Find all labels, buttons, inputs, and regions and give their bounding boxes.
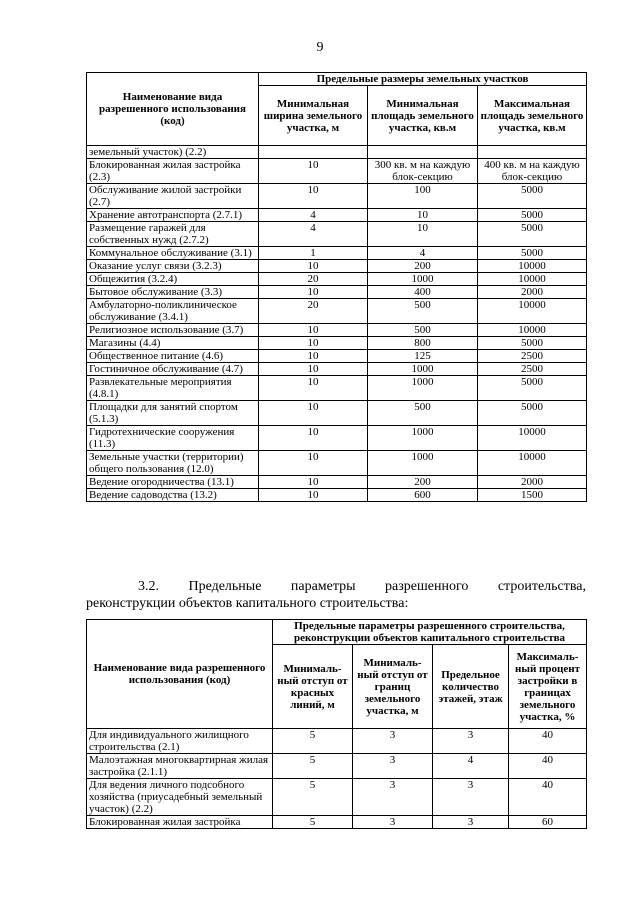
usage-name-cell: Малоэтажная многоквартирная жилая застройка (2.1.1) <box>87 754 273 779</box>
usage-name-cell: Хранение автотранспорта (2.7.1) <box>87 209 259 222</box>
usage-name-cell: Для ведения личного подсобного хозяйства (приусадебный земельный участок) (2.2) <box>87 779 273 816</box>
value-cell: 10 <box>259 260 368 273</box>
value-cell: 200 <box>368 260 478 273</box>
value-cell: 10 <box>368 222 478 247</box>
value-cell: 10 <box>259 350 368 363</box>
table-row <box>87 779 587 816</box>
table-row <box>87 286 587 299</box>
table-row <box>87 159 587 184</box>
value-cell: 4 <box>368 247 478 260</box>
value-cell: 60 <box>509 816 587 829</box>
usage-name-cell: Оказание услуг связи (3.2.3) <box>87 260 259 273</box>
value-cell: 10 <box>259 489 368 502</box>
value-cell: 4 <box>259 209 368 222</box>
table-row <box>87 260 587 273</box>
value-cell: 10000 <box>478 324 587 337</box>
value-cell: 3 <box>353 754 433 779</box>
usage-name-cell: Площадки для занятий спортом (5.1.3) <box>87 401 259 426</box>
header-min-setback-boundaries: Минималь-ный отступ от границ земельного участка, м <box>353 645 433 729</box>
value-cell: 5 <box>273 729 353 754</box>
table-row <box>87 376 587 401</box>
value-cell: 5000 <box>478 247 587 260</box>
usage-name-cell: Общежития (3.2.4) <box>87 273 259 286</box>
value-cell: 3 <box>353 779 433 816</box>
usage-name-cell: Ведение садоводства (13.2) <box>87 489 259 502</box>
usage-name-cell: Амбулаторно-поликлиническое обслуживание (3.4.1) <box>87 299 259 324</box>
header-max-floors: Предельное количество этажей, этаж <box>433 645 509 729</box>
table-row <box>87 222 587 247</box>
header-max-coverage: Максималь-ный процент застройки в границах земельного участка, % <box>509 645 587 729</box>
value-cell: 5000 <box>478 184 587 209</box>
header-construction-params: Предельные параметры разрешенного строительства, реконструкции объектов капитального строительства <box>273 620 587 645</box>
value-cell: 5000 <box>478 209 587 222</box>
table-row <box>87 247 587 260</box>
usage-name-cell: Бытовое обслуживание (3.3) <box>87 286 259 299</box>
paragraph-word: параметры <box>290 579 356 594</box>
usage-name-cell: Размещение гаражей для собственных нужд (2.7.2) <box>87 222 259 247</box>
usage-name-cell: Магазины (4.4) <box>87 337 259 350</box>
usage-name-cell: Блокированная жилая застройка <box>87 816 273 829</box>
value-cell: 800 <box>368 337 478 350</box>
value-cell: 10 <box>368 209 478 222</box>
value-cell: 3 <box>353 729 433 754</box>
header-plot-sizes: Предельные размеры земельных участков <box>259 73 587 86</box>
value-cell: 1000 <box>368 451 478 476</box>
value-cell: 10000 <box>478 299 587 324</box>
table-row <box>87 337 587 350</box>
value-cell: 10 <box>259 476 368 489</box>
value-cell <box>478 146 587 159</box>
table-row <box>87 324 587 337</box>
header-min-width: Минимальная ширина земельного участка, м <box>259 86 368 146</box>
value-cell: 10 <box>259 401 368 426</box>
table-row <box>87 299 587 324</box>
value-cell: 10 <box>259 324 368 337</box>
table-row <box>87 184 587 209</box>
value-cell: 40 <box>509 754 587 779</box>
paragraph-word: Предельные <box>188 579 262 594</box>
value-cell: 10000 <box>478 451 587 476</box>
header-usage-name: Наименование вида разрешенного использования (код) <box>87 620 273 729</box>
value-cell: 10000 <box>478 426 587 451</box>
table-row <box>87 451 587 476</box>
value-cell: 5 <box>273 779 353 816</box>
value-cell: 5000 <box>478 337 587 350</box>
usage-name-cell: Земельные участки (территории) общего пользования (12.0) <box>87 451 259 476</box>
value-cell: 1000 <box>368 376 478 401</box>
construction-params-table <box>86 619 587 829</box>
header-max-area: Максимальная площадь земельного участка, кв.м <box>478 86 587 146</box>
value-cell: 20 <box>259 273 368 286</box>
table-row <box>87 363 587 376</box>
table-row <box>87 729 587 754</box>
page-number: 9 <box>316 40 324 55</box>
value-cell: 500 <box>368 299 478 324</box>
usage-name-cell: Блокированная жилая застройка (2.3) <box>87 159 259 184</box>
usage-name-cell: Гостиничное обслуживание (4.7) <box>87 363 259 376</box>
value-cell: 500 <box>368 324 478 337</box>
usage-name-cell: Обслуживание жилой застройки (2.7) <box>87 184 259 209</box>
table-row <box>87 816 587 829</box>
value-cell: 125 <box>368 350 478 363</box>
value-cell: 4 <box>433 754 509 779</box>
table-row <box>87 209 587 222</box>
table-row <box>87 426 587 451</box>
value-cell: 5000 <box>478 376 587 401</box>
paragraph-word: строительства, <box>497 579 586 594</box>
value-cell: 200 <box>368 476 478 489</box>
value-cell: 10 <box>259 286 368 299</box>
usage-name-cell: Ведение огородничества (13.1) <box>87 476 259 489</box>
value-cell: 10 <box>259 451 368 476</box>
table-row <box>87 401 587 426</box>
value-cell: 400 кв. м на каждую блок-секцию <box>478 159 587 184</box>
value-cell: 400 <box>368 286 478 299</box>
value-cell: 20 <box>259 299 368 324</box>
table-row <box>87 489 587 502</box>
table-row <box>87 146 587 159</box>
table-row <box>87 350 587 363</box>
header-min-setback-red-lines: Минималь-ный отступ от красных линий, м <box>273 645 353 729</box>
value-cell: 2500 <box>478 363 587 376</box>
usage-name-cell: Развлекательные мероприятия (4.8.1) <box>87 376 259 401</box>
value-cell: 40 <box>509 729 587 754</box>
land-plot-size-table <box>86 72 587 502</box>
value-cell <box>368 146 478 159</box>
value-cell: 300 кв. м на каждую блок-секцию <box>368 159 478 184</box>
value-cell <box>259 146 368 159</box>
table-row <box>87 754 587 779</box>
value-cell: 1000 <box>368 273 478 286</box>
value-cell: 500 <box>368 401 478 426</box>
usage-name-cell: земельный участок) (2.2) <box>87 146 259 159</box>
value-cell: 2500 <box>478 350 587 363</box>
value-cell: 3 <box>353 816 433 829</box>
value-cell: 5000 <box>478 222 587 247</box>
value-cell: 3 <box>433 729 509 754</box>
value-cell: 1 <box>259 247 368 260</box>
value-cell: 10 <box>259 376 368 401</box>
value-cell: 4 <box>259 222 368 247</box>
table-row <box>87 476 587 489</box>
value-cell: 5 <box>273 754 353 779</box>
value-cell: 5 <box>273 816 353 829</box>
usage-name-cell: Общественное питание (4.6) <box>87 350 259 363</box>
value-cell: 10000 <box>478 260 587 273</box>
paragraph-line: реконструкции объектов капитального строительства: <box>86 596 409 611</box>
value-cell: 10 <box>259 426 368 451</box>
value-cell: 10 <box>259 184 368 209</box>
section-paragraph <box>86 578 586 612</box>
value-cell: 5000 <box>478 401 587 426</box>
value-cell: 10 <box>259 363 368 376</box>
header-usage-name: Наименование вида разрешенного использования (код) <box>87 73 259 146</box>
value-cell: 3 <box>433 779 509 816</box>
value-cell: 600 <box>368 489 478 502</box>
value-cell: 10 <box>259 159 368 184</box>
usage-name-cell: Религиозное использование (3.7) <box>87 324 259 337</box>
value-cell: 40 <box>509 779 587 816</box>
header-min-area: Минимальная площадь земельного участка, кв.м <box>368 86 478 146</box>
value-cell: 10 <box>259 337 368 350</box>
paragraph-word: разрешенного <box>385 579 469 594</box>
value-cell: 10000 <box>478 273 587 286</box>
value-cell: 1000 <box>368 426 478 451</box>
value-cell: 1000 <box>368 363 478 376</box>
usage-name-cell: Для индивидуального жилищного строительства (2.1) <box>87 729 273 754</box>
usage-name-cell: Коммунальное обслуживание (3.1) <box>87 247 259 260</box>
table-row <box>87 273 587 286</box>
usage-name-cell: Гидротехнические сооружения (11.3) <box>87 426 259 451</box>
value-cell: 3 <box>433 816 509 829</box>
paragraph-number: 3.2. <box>138 579 159 594</box>
value-cell: 2000 <box>478 476 587 489</box>
value-cell: 2000 <box>478 286 587 299</box>
value-cell: 1500 <box>478 489 587 502</box>
value-cell: 100 <box>368 184 478 209</box>
